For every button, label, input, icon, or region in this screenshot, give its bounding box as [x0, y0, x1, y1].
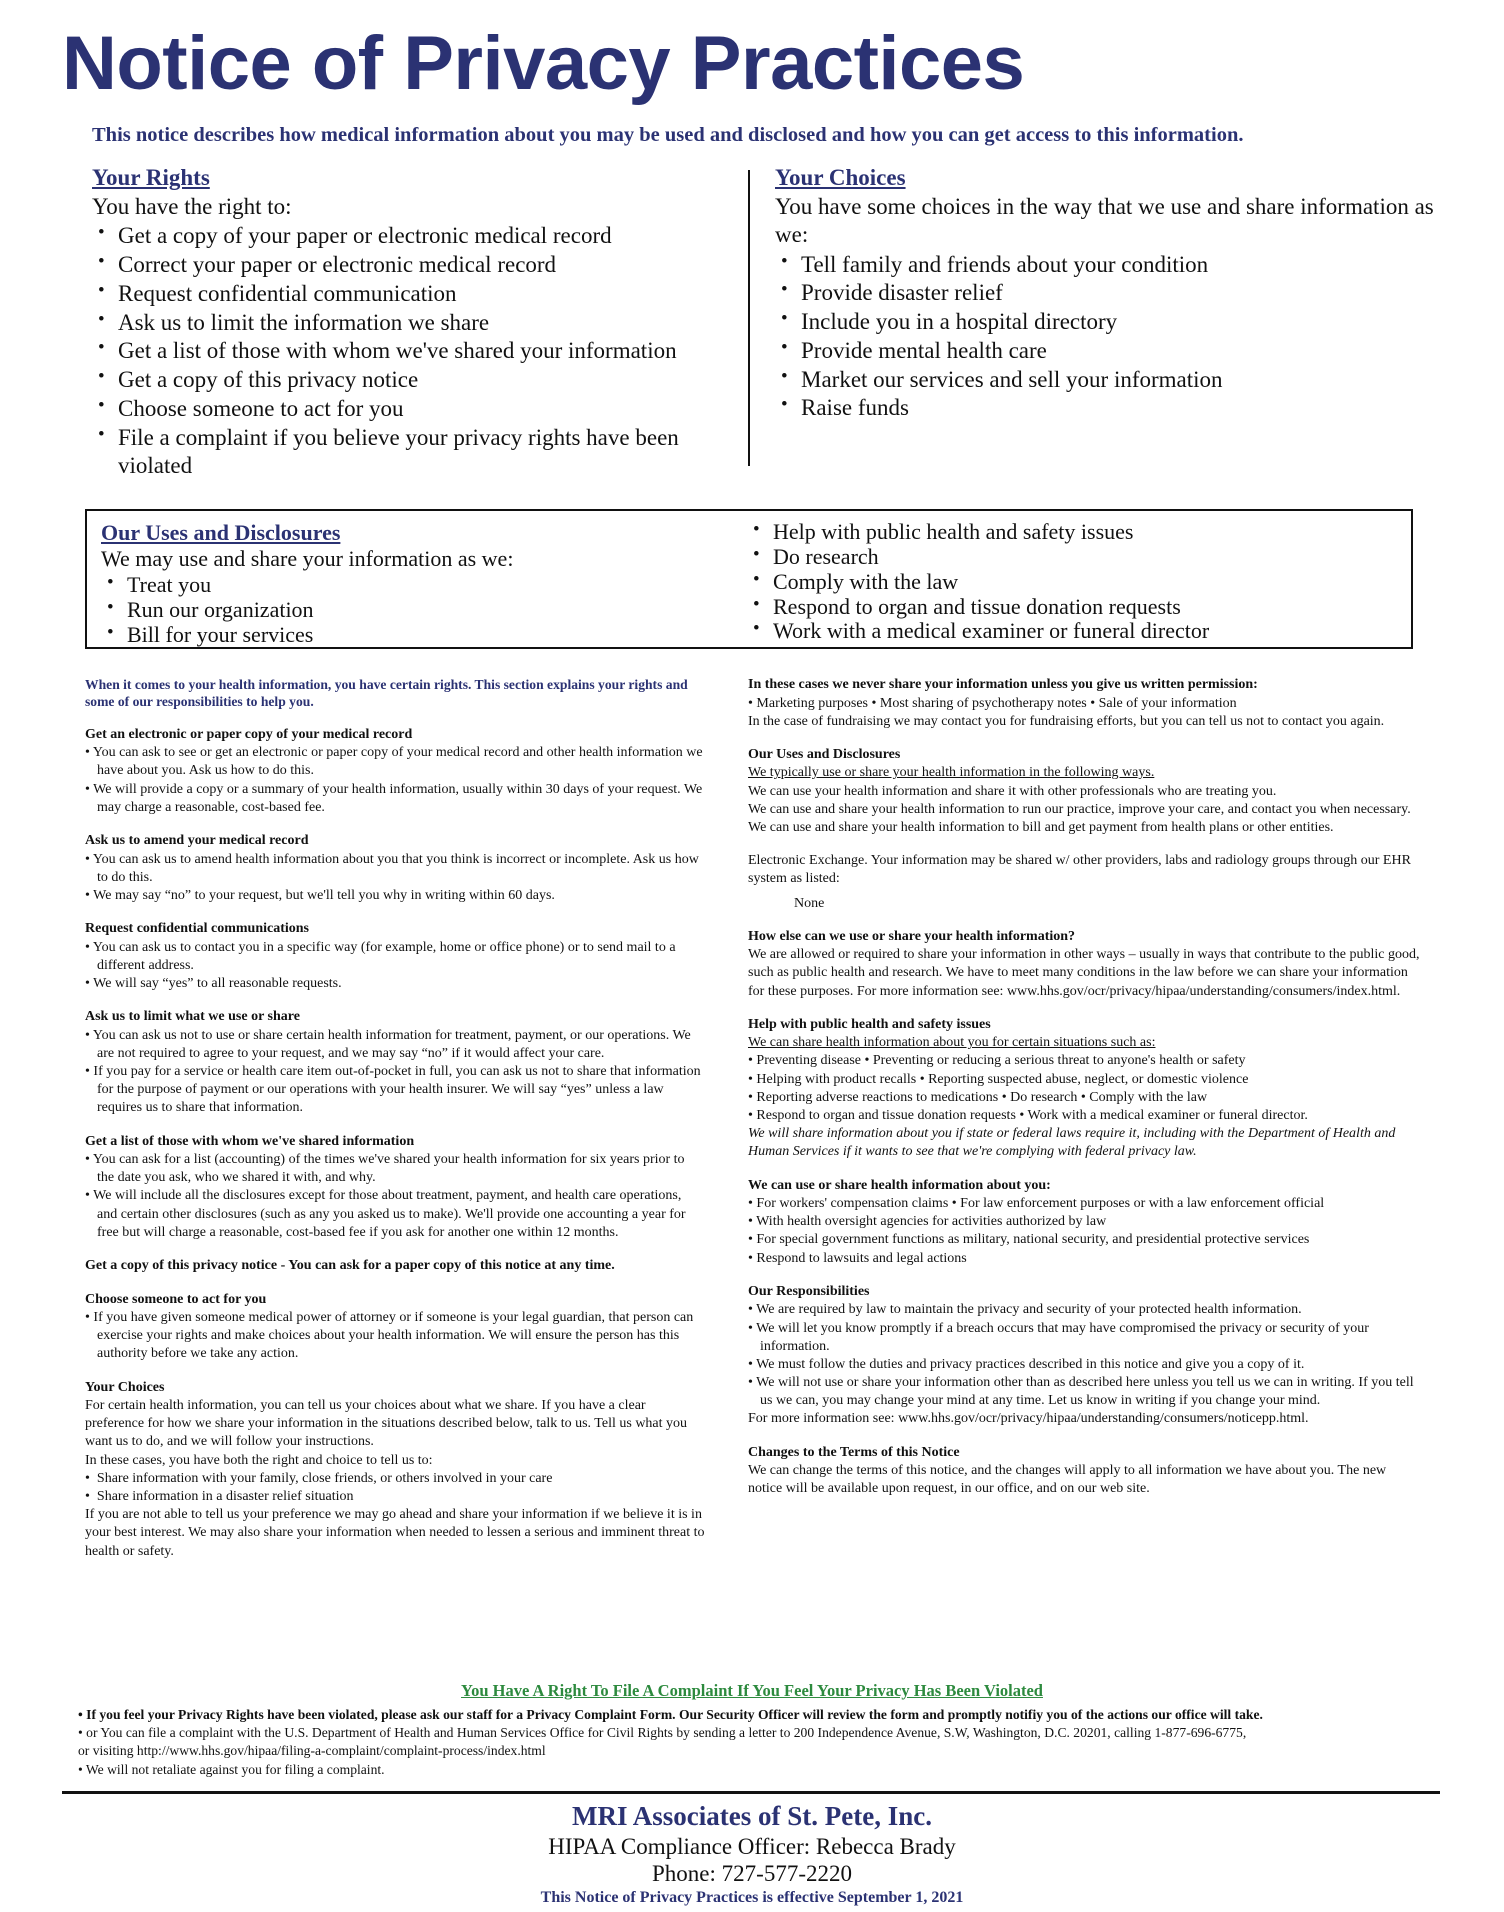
section-heading: Your Choices	[85, 1379, 165, 1395]
section-heading: Get a copy of this privacy notice - You can ask for a paper copy of this notice at any time.	[85, 1258, 615, 1274]
detail-left-column	[85, 676, 705, 1561]
section-electronic-copy	[85, 726, 705, 817]
never-share-paragraph: In the case of fundraising we may contact you for fundraising efforts, but you can tell us not to contact you again.	[748, 713, 1385, 729]
page-subtitle: This notice describes how medical information about you may be used and disclosed and how you can get access to this information.	[92, 124, 1244, 146]
section-heading: In these cases we never share your information unless you give us written permission:	[748, 677, 1258, 692]
phone-number: Phone: 727-577-2220	[652, 1861, 852, 1886]
complaint-section	[0, 1681, 1504, 1779]
privacy-notice-page	[0, 21, 1504, 1912]
column-divider	[748, 170, 750, 466]
public-health-underlined-lead: We can share health information about you for certain situations such as:	[748, 1035, 1156, 1051]
section-bullet: • If you pay for a service or health care item out-of-pocket in full, you can ask us not to share that information for the purpose of payment or our operations with your health insurer. We will say “yes” unless a law requires us to share that information.	[85, 1064, 701, 1116]
choices-paragraph-2: In these cases, you have both the right and choice to tell us to:	[85, 1452, 433, 1468]
list-item: • Help with public health and safety issues	[747, 520, 1397, 545]
responsibility-bullet: • We must follow the duties and privacy practices described in this notice and give you a copy of it.	[748, 1356, 1305, 1372]
section-our-uses-disclosures	[748, 746, 1420, 837]
section-bullet: • You can ask us to contact you in a specific way (for example, home or office phone) or to send mail to a different address.	[85, 939, 676, 973]
section-amend-record	[85, 832, 705, 905]
section-heading: How else can we use or share your health information?	[748, 928, 1076, 944]
uses-disclosures-box	[85, 509, 1413, 649]
can-use-share-bullet: • Respond to lawsuits and legal actions	[748, 1250, 967, 1266]
how-else-paragraph: We are allowed or required to share your information in other ways – usually in ways that contribute to the public good, such as public health and research. We have to meet many conditions in the law before we can share your information for these purposes. For more information see: www.hhs.gov/ocr/privacy/hipaa/understanding/consumers/index.html.	[748, 947, 1420, 999]
section-public-health-safety	[748, 1016, 1420, 1162]
uses-box-lead: We may use and share your information as we:	[101, 546, 514, 571]
effective-date: This Notice of Privacy Practices is effective September 1, 2021	[540, 1889, 964, 1906]
section-heading: Our Uses and Disclosures	[748, 746, 901, 762]
bullet-glyph: •	[85, 1489, 97, 1505]
uses-underlined-lead: We typically use or share your health information in the following ways.	[748, 765, 1155, 781]
footer-divider	[62, 1791, 1440, 1794]
list-item: • Get a list of those with whom we've shared your information	[92, 337, 732, 366]
complaint-item: • If you feel your Privacy Rights have been violated, please ask our staff for a Privacy Complaint Form. Our Security Officer will review the form and promptly notifiy you of the actions our office will take.	[78, 1707, 1263, 1722]
section-heading: Ask us to limit what we use or share	[85, 1009, 300, 1025]
complaint-item-continuation: or visiting http://www.hhs.gov/hipaa/filing-a-complaint/complaint-process/index.html	[78, 1743, 546, 1759]
section-limit-use-share	[85, 1008, 705, 1117]
section-bullet: • You can ask us to amend health information about you that you think is incorrect or incomplete. Ask us how to do this.	[85, 851, 699, 885]
public-health-bullet: • Respond to organ and tissue donation requests • Work with a medical examiner or funeral director.	[748, 1108, 1308, 1123]
list-item: • Correct your paper or electronic medical record	[92, 251, 732, 280]
section-bullet: • We will include all the disclosures except for those about treatment, payment, and health care operations, and certain other disclosures (such as any you asked us to make). We'll provide one accounting a year for free but will charge a reasonable, cost-based fee if you ask for another one within 12 months.	[85, 1188, 686, 1240]
responsibility-bullet: • We will not use or share your information other than as described here unless you tell us we can in writing. If you tell us we can, you may change your mind at any time. Let us know in writing if you change your mind.	[748, 1375, 1414, 1409]
section-bullet: • You can ask for a list (accounting) of the times we've shared your health information for six years prior to the date you ask, who we shared it with, and why.	[85, 1152, 685, 1186]
uses-box-left	[101, 520, 721, 647]
list-item: • Respond to organ and tissue donation requests	[747, 595, 1397, 620]
choices-paragraph-3: If you are not able to tell us your preference we may go ahead and share your information if we believe it is in your best interest. We may also share your information when needed to lessen a serious and imminent threat to health or safety.	[85, 1507, 705, 1559]
page-title: Notice of Privacy Practices	[62, 21, 1025, 106]
uses-line: We can use and share your health information to bill and get payment from health plans or other entities.	[748, 819, 1334, 835]
section-how-else	[748, 928, 1420, 1001]
footer	[0, 1801, 1504, 1907]
never-share-inline-items: • Marketing purposes • Most sharing of psychotherapy notes • Sale of your information	[748, 695, 1237, 711]
section-changes-to-terms	[748, 1444, 1420, 1499]
section-our-responsibilities	[748, 1283, 1420, 1429]
public-health-bullet: • Helping with product recalls • Reporting suspected abuse, neglect, or domestic violence	[748, 1071, 1249, 1087]
your-choices-column	[775, 165, 1435, 423]
section-heading: We can use or share health information about you:	[748, 1177, 1051, 1193]
electronic-exchange-text: Electronic Exchange. Your information may be shared w/ other providers, labs and radiology groups through our EHR system as listed:	[748, 853, 1411, 887]
list-item: • Raise funds	[775, 394, 1435, 423]
list-item: • Market our services and sell your information	[775, 366, 1435, 395]
choices-bullet-label: Share information in a disaster relief situation	[96, 1489, 354, 1505]
section-heading: Our Responsibilities	[748, 1283, 870, 1299]
section-can-use-share	[748, 1177, 1420, 1268]
detail-right-column	[748, 676, 1420, 1499]
list-item: • Do research	[747, 545, 1397, 570]
responsibilities-more-info: For more information see: www.hhs.gov/ocr/privacy/hipaa/understanding/consumers/noticepp.html.	[748, 1411, 1309, 1427]
choices-bullet	[85, 1488, 705, 1506]
list-item: • Bill for your services	[101, 623, 721, 648]
uses-line: We can use your health information and share it with other professionals who are treating you.	[748, 783, 1277, 799]
organization-name: MRI Associates of St. Pete, Inc.	[572, 1801, 932, 1831]
summary-section	[0, 165, 1504, 479]
list-item: • Ask us to limit the information we share	[92, 309, 732, 338]
bullet-glyph: •	[85, 1470, 97, 1486]
section-your-choices-detail	[85, 1379, 705, 1561]
uses-box-right-list	[747, 520, 1397, 644]
your-rights-list	[92, 222, 732, 481]
section-never-share	[748, 676, 1420, 731]
changes-paragraph: We can change the terms of this notice, and the changes will apply to all information we have about you. The new notice will be available upon request, in our office, and on our web site.	[748, 1463, 1387, 1497]
section-bullet: • If you have given someone medical power of attorney or if someone is your legal guardian, that person can exercise your rights and make choices about your health information. We will ensure the person has this authority before we take any action.	[85, 1310, 694, 1362]
public-health-italic-note: We will share information about you if state or federal laws require it, including with the Department of Health and Human Services if it wants to see that we're complying with federal privacy law.	[748, 1126, 1396, 1160]
compliance-officer: HIPAA Compliance Officer: Rebecca Brady	[548, 1834, 956, 1859]
rights-intro: When it comes to your health information, you have certain rights. This section explains your rights and some of our responsibilities to help you.	[85, 677, 688, 710]
electronic-exchange-value: None	[794, 895, 825, 911]
complaint-title: You Have A Right To File A Complaint If You Feel Your Privacy Has Been Violated	[461, 1681, 1043, 1700]
your-choices-list	[775, 251, 1435, 424]
list-item: • File a complaint if you believe your privacy rights have been violated	[92, 424, 732, 482]
section-heading: Changes to the Terms of this Notice	[748, 1444, 960, 1460]
complaint-item: • or You can file a complaint with the U.S. Department of Health and Human Services Office for Civil Rights by sending a letter to 200 Independence Avenue, S.W, Washington, D.C. 20201, calling 1-877-696-6775,	[78, 1725, 1247, 1741]
your-rights-lead: You have the right to:	[92, 194, 292, 219]
list-item: • Get a copy of your paper or electronic medical record	[92, 222, 732, 251]
list-item: • Tell family and friends about your condition	[775, 251, 1435, 280]
public-health-bullet: • Preventing disease • Preventing or reducing a serious threat to anyone's health or safety	[748, 1053, 1246, 1069]
section-bullet: • You can ask us not to use or share certain health information for treatment, payment, or our operations. We are not required to agree to your request, and we may say “no” if it would affect your care.	[85, 1027, 691, 1061]
public-health-bullet: • Reporting adverse reactions to medications • Do research • Comply with the law	[748, 1089, 1208, 1105]
complaint-item: • We will not retaliate against you for filing a complaint.	[78, 1761, 385, 1777]
section-copy-of-notice	[85, 1257, 705, 1275]
can-use-share-bullet: • With health oversight agencies for activities authorized by law	[748, 1214, 1107, 1230]
uses-box-right	[747, 520, 1397, 644]
can-use-share-bullet: • For special government functions as military, national security, and presidential protective services	[748, 1232, 1310, 1248]
list-item: • Choose someone to act for you	[92, 395, 732, 424]
list-item: • Get a copy of this privacy notice	[92, 366, 732, 395]
section-choose-someone	[85, 1291, 705, 1364]
section-bullet: • We will provide a copy or a summary of your health information, usually within 30 days of your request. We may charge a reasonable, cost-based fee.	[85, 781, 703, 815]
section-bullet: • You can ask to see or get an electronic or paper copy of your medical record and other health information we have about you. Ask us how to do this.	[85, 745, 703, 779]
section-heading: Help with public health and safety issues	[748, 1016, 991, 1032]
section-heading: Get a list of those with whom we've shared information	[85, 1133, 415, 1149]
section-bullet: • We may say “no” to your request, but we'll tell you why in writing within 60 days.	[85, 887, 555, 903]
list-item: • Include you in a hospital directory	[775, 308, 1435, 337]
list-item: • Provide disaster relief	[775, 279, 1435, 308]
section-heading: Choose someone to act for you	[85, 1291, 267, 1307]
choices-bullet-label: Share information with your family, close friends, or others involved in your care	[96, 1470, 553, 1486]
your-choices-lead: You have some choices in the way that we use and share information as we:	[775, 194, 1434, 248]
can-use-share-bullet: • For workers' compensation claims • For law enforcement purposes or with a law enforcement official	[748, 1196, 1325, 1212]
choices-bullet	[85, 1470, 705, 1488]
your-choices-heading: Your Choices	[775, 165, 906, 190]
section-bullet: • We will say “yes” to all reasonable requests.	[85, 975, 342, 991]
section-electronic-exchange	[748, 852, 1420, 913]
uses-line: We can use and share your health information to run our practice, improve your care, and contact you when necessary.	[748, 801, 1411, 817]
list-item: • Treat you	[101, 573, 721, 598]
list-item: • Provide mental health care	[775, 337, 1435, 366]
list-item: • Work with a medical examiner or funeral director	[747, 619, 1397, 644]
list-item: • Request confidential communication	[92, 280, 732, 309]
responsibility-bullet: • We will let you know promptly if a breach occurs that may have compromised the privacy or security of your information.	[748, 1320, 1369, 1354]
section-shared-list	[85, 1133, 705, 1242]
responsibility-bullet: • We are required by law to maintain the privacy and security of your protected health information.	[748, 1302, 1302, 1318]
your-rights-heading: Your Rights	[92, 165, 210, 190]
complaint-list	[78, 1706, 1418, 1779]
list-item: • Run our organization	[101, 598, 721, 623]
your-rights-column	[92, 165, 732, 481]
list-item: • Comply with the law	[747, 570, 1397, 595]
section-heading: Request confidential communications	[85, 921, 309, 937]
uses-box-left-list	[101, 573, 721, 648]
choices-paragraph-1: For certain health information, you can tell us your choices about what we share. If you have a clear preference for how we share your information in the situations described below, talk to us. Tell us what you want us to do, and we will follow your instructions.	[85, 1398, 688, 1450]
section-heading: Get an electronic or paper copy of your medical record	[85, 726, 413, 742]
uses-box-heading: Our Uses and Disclosures	[101, 520, 341, 545]
section-heading: Ask us to amend your medical record	[85, 833, 309, 849]
section-confidential-communications	[85, 920, 705, 993]
